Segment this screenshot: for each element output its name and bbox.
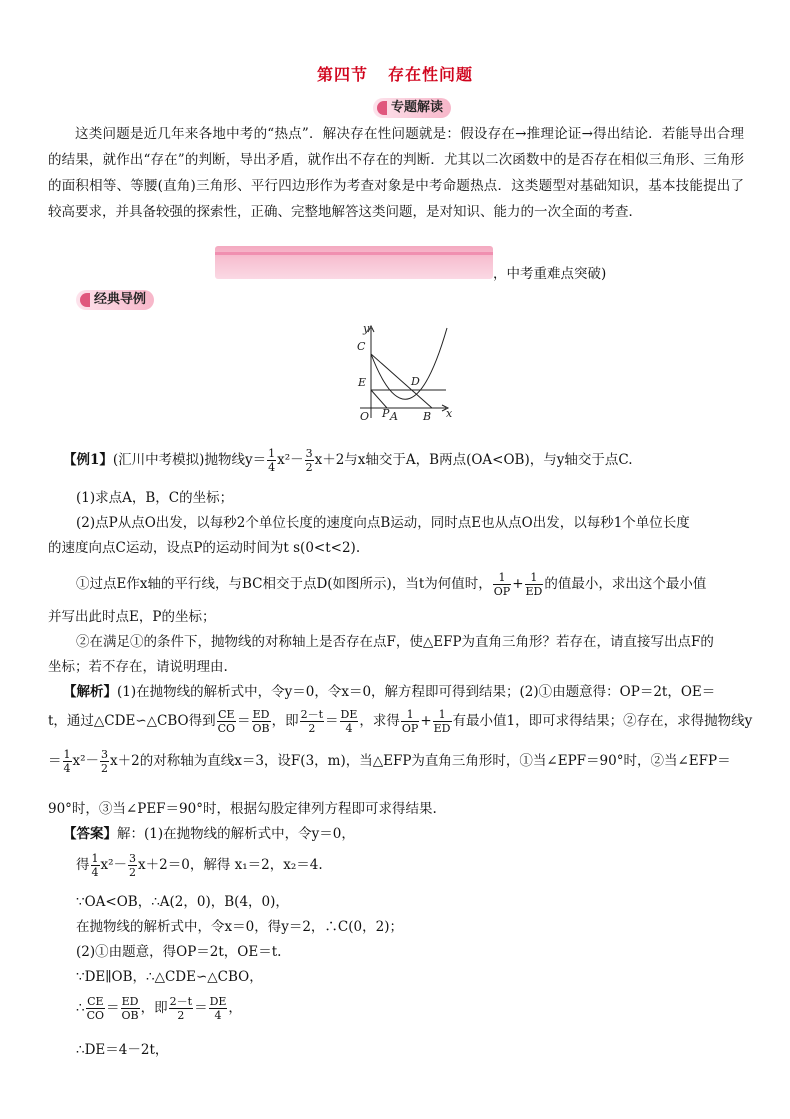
fig-label-e: E	[358, 376, 367, 389]
answer-text: ∴	[76, 1000, 85, 1016]
answer-tag: 【答案】	[63, 826, 117, 842]
answer-line-3: ∵OA<OB，∴A(2，0)，B(4，0)，	[76, 894, 289, 910]
answer-line-4: 在抛物线的解析式中，令x＝0，得y＝2，∴C(0，2)；	[76, 919, 403, 935]
fig-label-p: P	[382, 407, 390, 420]
intro-paragraph: 这类问题是近几年来各地中考的“热点”．解决存在性问题就是：假设存在→推理论证→得出结论．若能导出合理的结果，就作出“存在”的判断，导出矛盾，就作出不存在的判断．尤其以二次函数中的是否存在相似三角形、三角形的面积相等、等腰(直角)三角形、平行四边形作为考查对象是中考命题热点．这类题型对基础知识，基本技能提出了较高要求，并具备较强的探索性，正确、完整地解答这类问题，是对知识、能力的一次全面的考查．	[48, 126, 744, 220]
answer-line-8: ∴DE＝4－2t，	[76, 1042, 169, 1058]
answer-text: ，即	[140, 1000, 168, 1016]
analysis-text: x＋2的对称轴为直线x＝3，设F(3，m)，当△EFP为直角三角形时，①当∠EPF＝90°时，②当∠EFP＝	[110, 753, 731, 769]
fig-label-x: x	[446, 407, 453, 420]
fraction: $\frac{1}{OP}$	[401, 708, 419, 735]
answer-line-7: ∴ $\frac{CE}{CO}$ ＝ $\frac{ED}{OB}$ ，即 $\frac{2-t}{2}$ ＝ $\frac{DE}{4}$ ，	[76, 995, 242, 1022]
fraction: $\frac{ED}{OB}$	[121, 995, 139, 1022]
fraction: $\frac{1}{4}$	[91, 852, 99, 879]
fraction: $\frac{1}{ED}$	[433, 708, 451, 735]
page-title	[0, 62, 790, 85]
fraction: $\frac{CE}{CO}$	[217, 708, 236, 735]
example-text: x²－	[277, 452, 304, 468]
answer-line-6: ∵DE∥OB，∴△CDE∽△CBO，	[76, 969, 263, 985]
question-text: ①过点E作x轴的平行线，与BC相交于点D(如图所示)，当t为何值时，	[76, 576, 492, 592]
banner-tail: ，中考重难点突破)	[493, 266, 607, 282]
analysis-text: ，求得	[359, 713, 400, 729]
title-topic: 存在性问题	[388, 65, 474, 84]
example-text: x＋2与x轴交于A，B两点(OA<OB)，与y轴交于点C.	[314, 452, 633, 468]
answer-line-2	[76, 852, 776, 879]
fraction: $\frac{3}{2}$	[101, 748, 109, 775]
answer-line-1	[63, 822, 763, 842]
question-text: 的值最小，求出这个最小值	[544, 576, 707, 592]
fig-label-d: D	[411, 375, 420, 388]
answer-text: x²－	[100, 857, 128, 873]
example-source: (汇川中考模拟)抛物线y＝	[112, 452, 267, 468]
question-2b: 的速度向点C运动，设点P的运动时间为t s(0<t<2).	[48, 540, 361, 556]
question-3a: ①过点E作x轴的平行线，与BC相交于点D(如图所示)，当t为何值时， $\frac{1}{OP}$ + $\frac{1}{ED}$ 的值最小，求出这个最小值	[76, 571, 707, 598]
fig-label-a: A	[390, 410, 398, 423]
fig-label-o: O	[360, 410, 370, 423]
example-tag: 【例1】	[63, 452, 113, 468]
analysis-text: ＝	[48, 753, 62, 769]
fraction: $\frac{1}{4}$	[268, 447, 276, 474]
answer-text: ，	[228, 1000, 242, 1016]
answer-line-5: (2)①由题意，得OP＝2t，OE＝t.	[76, 944, 282, 960]
fraction: $\frac{DE}{4}$	[340, 708, 358, 735]
analysis-text: t，通过△CDE∽△CBO得到	[48, 713, 216, 729]
answer-text: 得	[76, 857, 90, 873]
analysis-tag: 【解析】	[63, 684, 117, 700]
fraction: $\frac{1}{OP}$	[493, 571, 511, 598]
fraction: $\frac{CE}{CO}$	[86, 995, 105, 1022]
question-2a: (2)点P从点O出发，以每秒2个单位长度的速度向点B运动，同时点E也从点O出发，以每秒1个单位长度	[76, 515, 690, 531]
fraction: $\frac{2-t}{2}$	[300, 708, 324, 735]
fraction: $\frac{1}{ED}$	[525, 571, 543, 598]
analysis-line-1	[63, 680, 763, 700]
analysis-text: 有最小值1，即可求得结果；②存在，求得抛物线y	[452, 713, 753, 729]
banner-bar	[215, 246, 493, 279]
analysis-line-2: t，通过△CDE∽△CBO得到 $\frac{CE}{CO}$ ＝ $\frac{ED}{OB}$ ，即 $\frac{2-t}{2}$ ＝ $\frac{DE}{4}$ ，求得 $\frac{1}{OP}$ + $\frac{1}{ED}$ 有最小值1，即可求得结果；②存在，求得抛物线y	[48, 708, 753, 735]
badge-jingdian: 经典导例	[76, 290, 154, 310]
analysis-line-4: 90°时，③当∠PEF＝90°时，根据勾股定律列方程即可求得结果.	[48, 801, 437, 817]
question-1: (1)求点A，B，C的坐标；	[76, 490, 234, 506]
question-4a: ②在满足①的条件下，抛物线的对称轴上是否存在点F，使△EFP为直角三角形？若存在，请直接写出点F的	[76, 634, 714, 650]
answer-text: x＋2＝0，解得 x₁＝2，x₂＝4.	[138, 857, 323, 873]
fraction: $\frac{ED}{OB}$	[252, 708, 270, 735]
fig-label-b: B	[423, 410, 432, 423]
analysis-text: ，即	[271, 713, 299, 729]
analysis-text: x²－	[72, 753, 100, 769]
fraction: $\frac{3}{2}$	[129, 852, 137, 879]
fraction: $\frac{3}{2}$	[305, 447, 313, 474]
parabola-figure	[350, 318, 460, 426]
fig-label-c: C	[357, 340, 366, 353]
question-3c: 并写出此时点E，P的坐标；	[48, 609, 216, 625]
badge-zhuanti: 专题解读	[373, 98, 451, 118]
fraction: $\frac{2-t}{2}$	[169, 995, 193, 1022]
fraction: $\frac{DE}{4}$	[209, 995, 227, 1022]
fraction: $\frac{1}{4}$	[63, 748, 71, 775]
analysis-text: (1)在抛物线的解析式中，令y＝0，令x＝0，解方程即可得到结果；(2)①由题意得：OP＝2t，OE＝	[117, 684, 716, 700]
title-section: 第四节	[316, 65, 368, 84]
fig-label-y: y	[363, 322, 370, 335]
question-4b: 坐标；若不存在，请说明理由.	[48, 659, 228, 675]
answer-text: 解：(1)在抛物线的解析式中，令y＝0，	[117, 826, 355, 842]
example-header	[63, 447, 763, 474]
analysis-line-3	[48, 748, 748, 775]
